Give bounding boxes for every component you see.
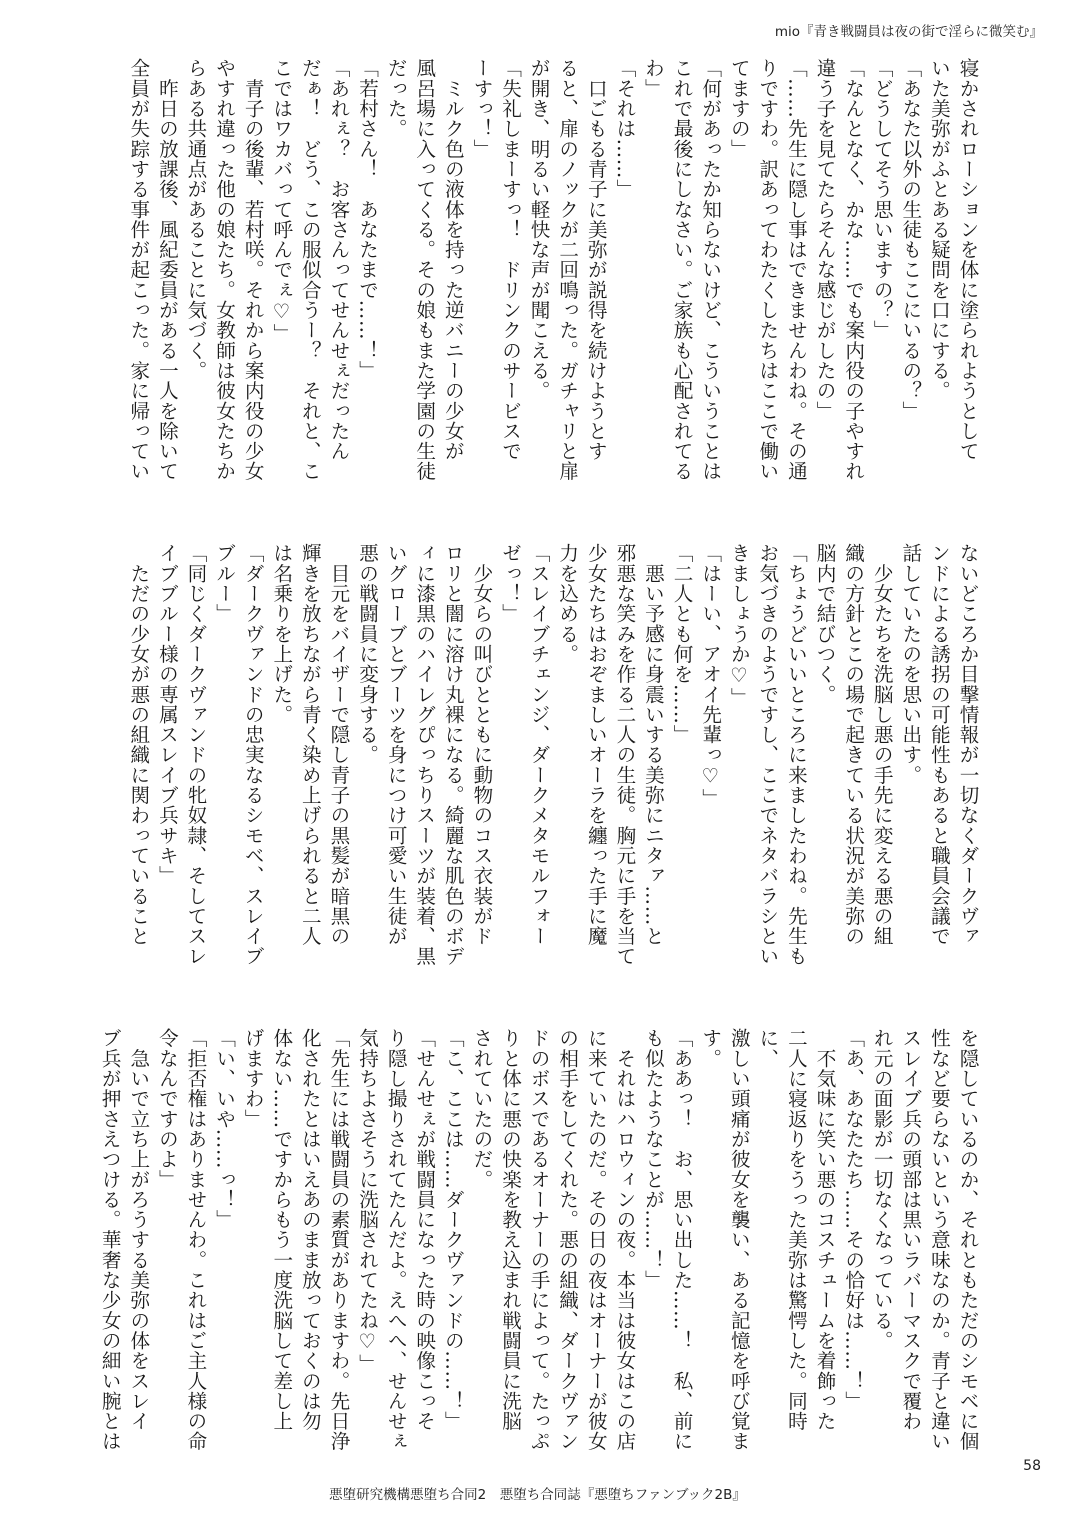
text-tier-bottom bbox=[98, 1028, 981, 1468]
text-line: 二人に寝返りをうった美弥は驚愕した。同時に、 bbox=[755, 1028, 808, 1431]
text-line: 「……先生に隠し事はできませんわね。その通 bbox=[784, 58, 808, 482]
text-line: てますの」 bbox=[727, 58, 751, 159]
text-line: 風呂場に入ってくる。その娘もまた学園の生徒 bbox=[412, 58, 436, 482]
vertical-text-block bbox=[123, 58, 981, 498]
text-line: 気持ちよさそうに洗脳されてたね♡」 bbox=[355, 1028, 379, 1374]
text-line: 急いで立ち上がろうする美弥の体をスレイ bbox=[126, 1028, 150, 1431]
text-line: それはハロウィンの夜。本当は彼女はこの店 bbox=[612, 1028, 636, 1452]
text-line: 激しい頭痛が彼女を襲い、ある記憶を呼び覚ま bbox=[727, 1028, 751, 1452]
text-line: 力を込める。 bbox=[555, 543, 579, 664]
text-line: を隠しているのか、それともただのシモベに個 bbox=[956, 1028, 979, 1452]
text-line: スレイブ兵の頭部は黒いラバーマスクで覆わ bbox=[898, 1028, 922, 1431]
text-line: は名乗りを上げた。 bbox=[269, 543, 293, 725]
text-line: 全員が失踪する事件が起こった。家に帰ってい bbox=[126, 58, 150, 482]
text-line: 化されたとはいえあのまま放っておくのは勿 bbox=[298, 1028, 322, 1431]
text-line: ィに漆黒のハイレグぴっちりスーツが装着、黒 bbox=[412, 543, 436, 967]
text-line: らある共通点があることに気づく。 bbox=[183, 58, 207, 381]
text-line: ドのボスであるオーナーの手によって。たっぷ bbox=[527, 1028, 551, 1452]
text-line: 「ダークヴァンドの忠実なるシモベ、スレイブ bbox=[241, 543, 265, 967]
text-line: 「何があったか知らないけど、こういうことは bbox=[698, 58, 722, 482]
text-line: わ」 bbox=[641, 58, 665, 99]
text-line: 「あれぇ？ お客さんってせんせぇだったん bbox=[326, 58, 350, 461]
text-line: 少女たちはおぞましいオーラを纏った手に魔 bbox=[584, 543, 608, 946]
text-line: 悪い予感に身震いする美弥にニタァ……と bbox=[641, 543, 665, 946]
text-line: 輝きを放ちながら青く染め上げられると二人 bbox=[298, 543, 322, 946]
text-line: ゼっ！」 bbox=[498, 543, 522, 624]
text-line: イブブルー様の専属スレイブ兵サキ」 bbox=[155, 543, 179, 886]
text-line: 体ない……ですからもう一度洗脳して差し上 bbox=[269, 1028, 293, 1431]
text-line: が開き、明るい軽快な声が聞こえる。 bbox=[527, 58, 551, 401]
text-line: 「はーい、アオイ先輩っ♡」 bbox=[698, 543, 722, 809]
text-line: こではワカバって呼んでぇ♡」 bbox=[269, 58, 293, 344]
running-footer-title: 悪堕研究機構悪堕ち合同2 悪堕ち合同誌『悪堕ちファンブック2B』 bbox=[329, 1487, 746, 1503]
text-line: も似たようなことが……！」 bbox=[641, 1028, 665, 1290]
text-line: 織の方針とこの場で起きている状況が美弥の bbox=[841, 543, 865, 946]
text-line: 昨日の放課後、風紀委員がある一人を除いて bbox=[155, 58, 179, 482]
text-line: ミルク色の液体を持った逆バニーの少女が bbox=[441, 58, 465, 461]
text-line: だぁ！ どう、この服似合うー？ それと、こ bbox=[298, 58, 322, 482]
text-line: いグローブとブーツを身につけ可愛い生徒が bbox=[384, 543, 408, 946]
text-line: 「なんとなく、かな……でも案内役の子やすれ bbox=[841, 58, 865, 482]
running-header-title: mio『青き戦闘員は夜の街で淫らに微笑む』 bbox=[774, 24, 1043, 40]
text-line: れ元の面影が一切なくなっている。 bbox=[870, 1028, 894, 1351]
text-line: 「ああっ！ お、思い出した……！ 私、前に bbox=[670, 1028, 694, 1452]
text-line: 「あなた以外の生徒もここにいるの？」 bbox=[898, 58, 922, 421]
text-line: 脳内で結びつく。 bbox=[813, 543, 837, 705]
text-line: ただの少女が悪の組織に関わっていること bbox=[126, 543, 150, 946]
text-line: 「二人とも何を……」 bbox=[670, 543, 694, 745]
text-line: 「先生には戦闘員の素質がありますわ。先日浄 bbox=[326, 1028, 350, 1452]
text-line: りですわ。訳あってわたくしたちはここで働い bbox=[755, 58, 779, 482]
text-line: ないどころか目撃情報が一切なくダークヴァ bbox=[956, 543, 979, 946]
text-line: 「同じくダークヴァンドの牝奴隷、そしてスレ bbox=[183, 543, 207, 967]
text-line: 「あ、あなたたち……その恰好は……！」 bbox=[841, 1028, 865, 1411]
text-line: 「拒否権はありませんわ。これはご主人様の命 bbox=[183, 1028, 207, 1452]
text-line: だった。 bbox=[384, 58, 408, 139]
text-line: ーすっ！」 bbox=[469, 58, 493, 159]
text-line: 悪の戦闘員に変身する。 bbox=[355, 543, 379, 765]
text-line: 目元をバイザーで隠し青子の黒髪が暗黒の bbox=[326, 543, 350, 946]
text-line: お気づきのようですし、ここでネタバラシとい bbox=[755, 543, 779, 967]
text-line: されていたのだ。 bbox=[469, 1028, 493, 1190]
text-line: ロリと闇に溶け丸裸になる。綺麗な肌色のボデ bbox=[441, 543, 465, 967]
text-line: いた美弥がふとある疑問を口にする。 bbox=[927, 58, 951, 401]
vertical-text-block bbox=[123, 543, 981, 983]
text-line: 邪悪な笑みを作る二人の生徒。胸元に手を当て bbox=[612, 543, 636, 967]
text-line: 「どうしてそう思いますの？」 bbox=[870, 58, 894, 341]
text-line: 青子の後輩、若村咲。それから案内役の少女 bbox=[241, 58, 265, 482]
text-line: げますわ」 bbox=[241, 1028, 265, 1129]
text-line: きましょうか♡」 bbox=[727, 543, 751, 708]
text-line: 違う子を見てたらそんな感じがしたの」 bbox=[813, 58, 837, 421]
text-line: に来ていたのだ。その日の夜はオーナーが彼女 bbox=[584, 1028, 608, 1452]
text-line: 「失礼しまーすっ！ ドリンクのサービスで bbox=[498, 58, 522, 461]
text-line: ブルー」 bbox=[212, 543, 236, 624]
text-line: の相手をしてくれた。悪の組織、ダークヴァン bbox=[555, 1028, 579, 1452]
text-line: り隠し撮りされてたんだよ。えへへ、せんせぇ bbox=[384, 1028, 408, 1452]
text-line: 「それは……」 bbox=[612, 58, 636, 200]
text-tier-top bbox=[118, 58, 981, 498]
text-line: ブ兵が押さえつける。華奢な少女の細い腕とは bbox=[98, 1028, 122, 1452]
text-line: す。 bbox=[698, 1028, 722, 1069]
vertical-text-block bbox=[95, 1028, 981, 1468]
text-line: 話していたのを思い出す。 bbox=[898, 543, 922, 785]
text-line: 「せんせぇが戦闘員になった時の映像こっそ bbox=[412, 1028, 436, 1431]
text-line: 「こ、ここは……ダークヴァンドの……！」 bbox=[441, 1028, 465, 1431]
page-number: 58 bbox=[1023, 1458, 1041, 1474]
text-line: やすれ違った他の娘たち。女教師は彼女たちか bbox=[212, 58, 236, 482]
text-line: 「ちょうどいいところに来ましたわね。先生も bbox=[784, 543, 808, 967]
text-line: りと体に悪の快楽を教え込まれ戦闘員に洗脳 bbox=[498, 1028, 522, 1431]
text-line: 「い、いや……っ！」 bbox=[212, 1028, 236, 1230]
text-line: ンドによる誘拐の可能性もあると職員会議で bbox=[927, 543, 951, 946]
text-line: これで最後にしなさい。ご家族も心配されてる bbox=[670, 58, 694, 482]
text-line: 口ごもる青子に美弥が説得を続けようとす bbox=[584, 58, 608, 461]
text-line: 「スレイブチェンジ、ダークメタモルフォー bbox=[527, 543, 551, 946]
text-tier-middle bbox=[118, 543, 981, 983]
text-line: 「若村さん！ あなたまで……！」 bbox=[355, 58, 379, 381]
text-line: 令なんですのよ」 bbox=[155, 1028, 179, 1190]
text-line: 寝かされローションを体に塗られようとして bbox=[956, 58, 979, 461]
text-line: 性など要らないという意味なのか。青子と違い bbox=[927, 1028, 951, 1452]
text-line: ると、扉のノックが二回鳴った。ガチャリと扉 bbox=[555, 58, 579, 482]
text-line: 少女たちを洗脳し悪の手先に変える悪の組 bbox=[870, 543, 894, 946]
text-line: 少女らの叫びとともに動物のコス衣装がド bbox=[469, 543, 493, 946]
text-line: 不気味に笑い悪のコスチュームを着飾った bbox=[813, 1028, 837, 1431]
